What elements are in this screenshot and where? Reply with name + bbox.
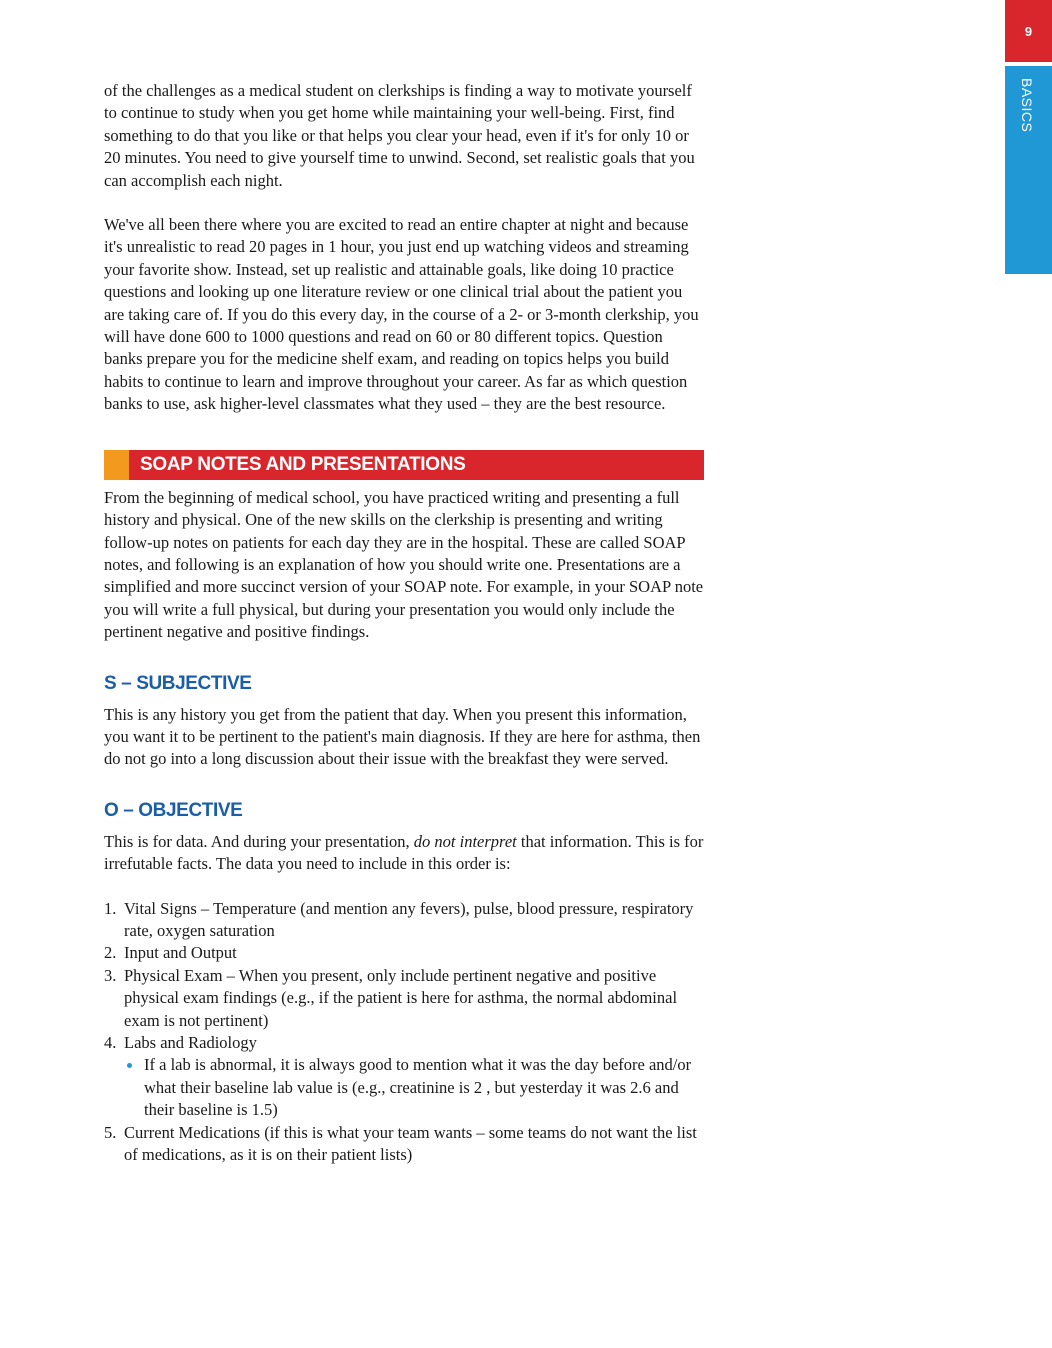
list-item (104, 942, 704, 964)
objective-heading: O – OBJECTIVE (104, 799, 243, 821)
list-item-text: Vital Signs – Temperature (and mention any fevers), pulse, blood pressure, respiratory rate, oxygen saturation (124, 898, 694, 940)
bullet-dot-icon (127, 1063, 132, 1068)
subjective-heading: S – SUBJECTIVE (104, 672, 252, 694)
list-item-text: Current Medications (if this is what your team wants – some teams do not want the list of medications, as it is on their patient lists) (124, 1122, 697, 1165)
section-header-bar (104, 450, 704, 480)
list-item (104, 1122, 704, 1167)
section-title: SOAP NOTES AND PRESENTATIONS (140, 453, 466, 475)
section-side-tab (1005, 66, 1052, 274)
sub-bullet-text: If a lab is abnormal, it is always good to mention what it was the day before and/or what their baseline lab value is (e.g., creatinine is 2 , but yesterday it was 2.6 and their baseline is 1.5) (144, 1055, 692, 1120)
objective-paragraph (104, 831, 704, 876)
list-item (104, 1032, 704, 1122)
section-header-accent (104, 450, 129, 480)
page-number: 9 (1024, 23, 1033, 39)
objective-emphasis: do not interpret (413, 831, 517, 851)
sub-bullet-list (124, 1054, 704, 1121)
list-number: 2. (104, 943, 117, 963)
list-number: 4. (104, 1033, 117, 1052)
subjective-paragraph: This is any history you get from the patient that day. When you present this information, you want it to be pertinent to the patient's main diagnosis. If they are here for asthma, then do not go into a long discussion about their issue with the breakfast they were served. (104, 704, 701, 769)
list-item (104, 898, 704, 943)
list-number: 1. (104, 898, 117, 918)
page-number-tab (1005, 0, 1052, 62)
objective-text-b: that information. This is for irrefutable facts. The data you need to include in this order is: (104, 831, 704, 874)
list-item-text: Labs and Radiology (124, 1033, 257, 1052)
list-item-text: Physical Exam – When you present, only include pertinent negative and positive physical exam findings (e.g., if the patient is here for asthma, the normal abdominal exam is not pertinent) (124, 965, 678, 1030)
section-paragraph: From the beginning of medical school, you have practiced writing and presenting a full history and physical. One of the new skills on the clerkship is presenting and writing follow-up notes on patients for each day they are in the hospital. These are called SOAP notes, and following is an explanation of how you should write one. Presentations are a simplified and more succinct version of your SOAP note. For example, in your SOAP note you will write a full physical, but during your presentation you would only include the pertinent negative and positive findings. (104, 487, 704, 642)
intro-paragraph-2: We've all been there where you are excited to read an entire chapter at night and because it's unrealistic to read 20 pages in 1 hour, you just end up watching videos and streaming your favorite show. Instead, set up realistic and attainable goals, like doing 10 practice questions and looking up one literature review or one clinical trial about the patient you are taking care of. If you do this every day, in the course of a 2- or 3-month clerkship, you will have done 600 to 1000 questions and read on 60 or 80 different topics. Question banks prepare you for the medicine shelf exam, and reading on topics helps you build habits to continue to learn and improve throughout your career. As far as which question banks to use, ask higher-level classmates what they used – they are the best resource. (104, 215, 699, 414)
section-tab-label: BASICS (1019, 78, 1035, 133)
objective-data-list (104, 898, 704, 1167)
list-number: 5. (104, 1122, 117, 1142)
sub-bullet-item (124, 1054, 704, 1121)
list-item-text: Input and Output (124, 943, 237, 963)
list-number: 3. (104, 965, 117, 985)
objective-text-a: This is for data. And during your presentation, (104, 831, 414, 851)
intro-paragraph-1: of the challenges as a medical student on clerkships is finding a way to motivate yourself to continue to study when you get home while maintaining your well-being. First, find something to do that you like or that helps you clear your head, even if it's for only 10 or 20 minutes. You need to give yourself time to unwind. Second, set realistic goals that you can accomplish each night. (104, 81, 695, 190)
page-content (104, 80, 704, 1166)
list-item (104, 965, 704, 1032)
